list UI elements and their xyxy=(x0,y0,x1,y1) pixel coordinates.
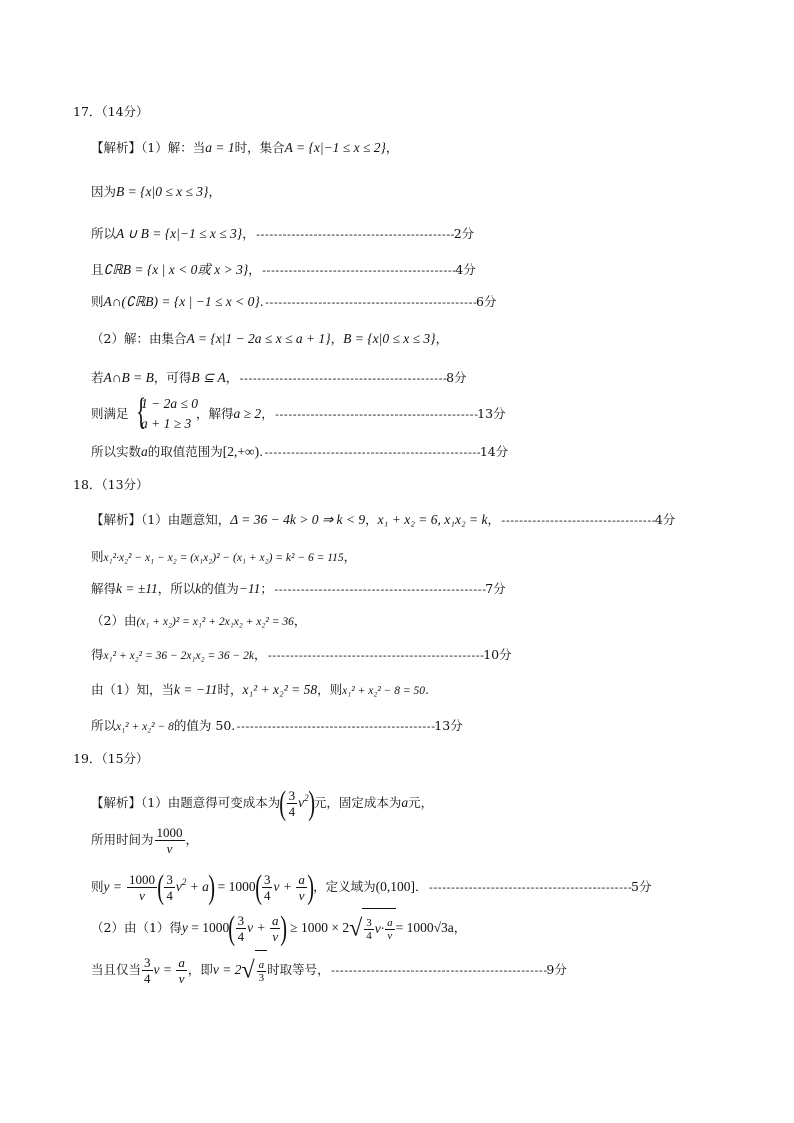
p17-set-b: B = {x|0 ≤ x ≤ 3} xyxy=(116,184,209,199)
frac-num: a xyxy=(258,959,265,971)
p19-line-1: 【解析】（1）由题意得可变成本为( $\frac{3}{4}$ $v^2$)元，固定成本为a元， xyxy=(91,784,434,822)
dash-leader: ---------------------------------------------- xyxy=(273,408,478,421)
p17-subset: B ⊆ A xyxy=(191,370,226,385)
frac-den: 4 xyxy=(263,888,271,903)
p19-y: y = xyxy=(103,879,122,894)
p17-l4-text: 且 xyxy=(91,262,104,277)
p18-line-4: （2）由(x₁ + x₂)² = x₁² + 2x₁x₂ + x₂² = 36， xyxy=(91,613,307,628)
p17-l1-end: ， xyxy=(385,140,399,155)
dash-leader: --------------------------------------------- xyxy=(254,228,454,241)
p19-l4-result: = 1000√3a xyxy=(395,920,454,935)
p19-l1-end: 元， xyxy=(408,795,434,810)
p19-l4-text: （2）由（1）得 xyxy=(91,920,182,935)
frac-num: 3 xyxy=(288,788,296,803)
p18-l5-text: 得 xyxy=(91,647,104,662)
p19-domain-text: ，定义域为 xyxy=(313,879,376,894)
system-brace: { xyxy=(136,391,147,433)
p18-l6-e1: x₁² + x₂² = 58 xyxy=(242,682,318,697)
p19-l5-end: 时取等号， xyxy=(267,962,330,977)
p17-l7-text: 若 xyxy=(91,370,104,385)
fraction-3-4 xyxy=(142,955,153,986)
p17-line-6: （2）解：由集合A = {x|1 − 2a ≤ x ≤ a + 1}，B = {x|0 ≤ x ≤ 3}， xyxy=(91,331,449,346)
jiexi-label: 【解析】 xyxy=(91,795,142,810)
jiexi-label: 【解析】 xyxy=(91,140,142,155)
p19-l1-a: a xyxy=(401,795,409,810)
frac-den: v xyxy=(387,930,393,942)
p17-l1-mid: 时，集合 xyxy=(234,140,285,155)
dash-leader: -------------------------------------------- xyxy=(260,264,456,277)
dash-leader: ------------------------------------------------- xyxy=(263,446,480,459)
score-mark: 5分 xyxy=(631,879,652,894)
paren-left: ( xyxy=(279,784,287,822)
p18-l2-expr: x₁²·x₂² − x₁ − x₂ = (x₁x₂)² − (x₁ + x₂) = k² − 6 = 115 xyxy=(103,552,344,564)
frac-num: 1000 xyxy=(156,825,183,840)
frac-num: 3 xyxy=(237,913,245,928)
p18-line-2: 则x₁²·x₂² − x₁ − x₂ = (x₁x₂)² − (x₁ + x₂) = k² − 6 = 115， xyxy=(91,549,357,564)
p17-intersection: A∩(∁ℝB) = {x | −1 ≤ x < 0} xyxy=(103,294,260,309)
sqrt-expr: √ $\frac{3}{4}$ v· $\frac{a}{v}$ xyxy=(349,908,396,949)
score-mark: 6分 xyxy=(476,294,497,309)
p17-l6-text: （2）解：由集合 xyxy=(91,331,187,346)
p17-l7-cond: A∩B = B xyxy=(103,370,154,385)
fraction-a-v xyxy=(296,872,307,903)
p19-l5-text: 当且仅当 xyxy=(91,962,142,977)
p19-l2-text: 所用时间为 xyxy=(91,832,154,847)
dash-leader: ------------------------------------------------ xyxy=(263,296,477,309)
p17-line-1 xyxy=(91,138,398,158)
p18-l6-text: 由（1）知，当 xyxy=(91,682,174,697)
p17-union: A ∪ B = {x|−1 ≤ x ≤ 3} xyxy=(116,226,243,241)
p18-l3-mid: ，所以 xyxy=(157,581,196,596)
frac-num: 3 xyxy=(263,872,271,887)
p18-line-7 xyxy=(91,716,463,737)
p17-l9-text: 所以实数 xyxy=(91,444,142,459)
p18-l3-k2: k xyxy=(195,581,202,596)
dash-leader: ----------------------------------- xyxy=(500,514,655,527)
score-mark: 4分 xyxy=(654,512,676,527)
p17-set-a: A = {x|−1 ≤ x ≤ 2} xyxy=(284,140,386,155)
frac-num: a xyxy=(178,955,185,970)
sqrt-expr: √ $\frac{a}{3}$ xyxy=(242,950,268,991)
frac-den: v xyxy=(298,888,305,903)
p17-line-3: 所以A ∪ B = {x|−1 ≤ x ≤ 3}，---------------------------------------------2分 xyxy=(91,226,475,241)
jiexi-label: 【解析】 xyxy=(91,512,142,527)
frac-num: a xyxy=(387,917,393,929)
p17-l2-end: ， xyxy=(208,184,221,199)
p18-line-3: 解得k = ±11，所以k的值为−11；------------------------------------------------7分 xyxy=(91,581,506,596)
p19-line-2 xyxy=(91,820,198,860)
p17-l7-mid: ，可得 xyxy=(153,370,192,385)
p18-l6-mid: 时， xyxy=(217,682,243,697)
p17-l8-result: a ≥ 2 xyxy=(233,406,262,421)
frac-den: 3 xyxy=(258,972,265,984)
fraction-a-v xyxy=(176,955,187,986)
p18-l7-expr: x₁² + x₂² − 8 xyxy=(116,721,174,733)
fraction-3-4 xyxy=(164,872,175,903)
frac-den: v xyxy=(272,929,279,944)
p18-l3-val: 的值为 xyxy=(201,581,239,596)
p17-l5-text: 则 xyxy=(91,294,104,309)
frac-den: 4 xyxy=(288,804,296,819)
p19-line-3: 则y = $\frac{1000}{v}$ ( $\frac{3}{4}$ $v^2 + a) = 1000$( $\frac{3}{4}$ v + $\frac{a}{v}$ )，定义域为(0,100]．----------------------------------------------5分 xyxy=(91,868,652,906)
score-mark: 4分 xyxy=(455,262,476,277)
score-mark: 13分 xyxy=(434,718,463,733)
frac-num: a xyxy=(298,872,305,887)
p18-l6-k: k = −11 xyxy=(173,682,218,697)
p18-l7-mid: 的值为 50. xyxy=(173,718,236,733)
score-mark: 14分 xyxy=(479,444,509,459)
dash-leader: ------------------------------------------------ xyxy=(272,583,486,596)
p17-line-4: 且∁ℝB = {x | x < 0或 x > 3}，--------------------------------------------4分 xyxy=(91,262,476,277)
p17-l9-mid: 的取值范围为 xyxy=(147,444,223,459)
p19-l2-end: ， xyxy=(185,832,199,847)
p17-system-line-1: 1 − 2a ≤ 0 xyxy=(141,396,199,411)
p18-l4-expr: (x₁ + x₂)² = x₁² + 2x₁x₂ + x₂² = 36 xyxy=(136,616,294,628)
p19-line-5: 当且仅当 $\frac{3}{4}$ v = $\frac{a}{v}$ ，即v = 2√ $\frac{a}{3}$ 时取等号，-------------------------------------------------9分 xyxy=(91,950,567,990)
frac-den: 4 xyxy=(166,888,173,903)
p19-l3-text: 则 xyxy=(91,879,104,894)
p18-l5-expr: x₁² + x₂² = 36 − 2x₁x₂ = 36 − 2k xyxy=(103,650,254,662)
p18-l3-result: −11 xyxy=(238,581,261,596)
frac-num: 3 xyxy=(366,917,372,929)
fraction-1000-v xyxy=(127,872,157,903)
score-mark: 13分 xyxy=(477,406,506,421)
frac-den: 4 xyxy=(144,971,151,986)
p18-l4-text: （2）由 xyxy=(91,613,137,628)
frac-num: 3 xyxy=(144,955,151,970)
p18-vieta: x₁ + x₂ = 6, x₁x₂ = k xyxy=(377,512,488,527)
p17-l1-text: （1）解：当 xyxy=(141,140,206,155)
frac-den: v xyxy=(139,888,145,903)
p18-discriminant: Δ = 36 − 4k > 0 ⇒ k < 9 xyxy=(230,512,366,527)
p18-l7-text: 所以 xyxy=(91,718,117,733)
p18-line-1: 【解析】（1）由题意知，Δ = 36 − 4k > 0 ⇒ k < 9，x₁ + x₂ = 6, x₁x₂ = k，-----------------------------------4分 xyxy=(91,512,676,527)
p19-line-4: （2）由（1）得y = 1000( $\frac{3}{4}$ v + $\frac{a}{v}$ ) ≥ 1000 × 2√ $\frac{3}{4}$ v· $\frac{a}{v}$ = 1000√3a， xyxy=(91,908,466,948)
score-mark: 8分 xyxy=(446,370,467,385)
frac-den: 4 xyxy=(237,929,245,944)
p18-l3-text: 解得 xyxy=(91,581,117,596)
p17-set-b-2: B = {x|0 ≤ x ≤ 3} xyxy=(343,331,436,346)
p17-line-5: 则A∩(∁ℝB) = {x | −1 ≤ x < 0}.------------------------------------------------6分 xyxy=(91,294,497,309)
p17-complement: ∁ℝB = {x | x < 0或 x > 3} xyxy=(103,262,249,277)
p17-l8-text: 则满足 xyxy=(91,406,129,421)
frac-num: 3 xyxy=(166,872,173,887)
frac-den: v xyxy=(178,971,185,986)
p19-l1-text: （1）由题意得可变成本为 xyxy=(141,795,281,810)
p17-line-9: 所以实数a的取值范围为[2,+∞).-------------------------------------------------14分 xyxy=(91,444,509,459)
fraction-3-4 xyxy=(236,913,247,944)
dash-leader: ---------------------------------------------- xyxy=(427,881,632,894)
score-mark: 7分 xyxy=(485,581,506,596)
p19-l1-unit: 元，固定成本为 xyxy=(313,795,402,810)
score-mark: 9分 xyxy=(546,962,567,977)
fraction-3-4 xyxy=(262,872,273,903)
p17-l9-var: a xyxy=(141,444,148,459)
frac-den: 4 xyxy=(366,930,372,942)
frac-num: a xyxy=(271,913,279,928)
p18-l2-text: 则 xyxy=(91,549,104,564)
p18-l3-k: k = ±11 xyxy=(116,581,158,596)
score-mark: 2分 xyxy=(453,226,475,241)
fraction-3-4 xyxy=(287,788,298,819)
p17-line-2 xyxy=(91,182,221,202)
fraction-a-v xyxy=(270,913,281,944)
p17-l8-mid: ，解得 xyxy=(196,406,234,421)
p17-l3-text: 所以 xyxy=(91,226,117,241)
frac-den: v xyxy=(166,841,173,856)
dash-leader: --------------------------------------------- xyxy=(235,720,435,733)
problem-18-heading: 18．（13分） xyxy=(73,477,149,492)
p17-line-7: 若A∩B = B，可得B ⊆ A，-----------------------------------------------8分 xyxy=(91,370,467,385)
p19-l5-v: v = 2 xyxy=(212,962,242,977)
score-mark: 10分 xyxy=(483,647,512,662)
p18-line-6: 由（1）知，当k = −11时，x₁² + x₂² = 58，则x₁² + x₂² − 8 = 50. xyxy=(91,682,430,697)
p17-l2-text: 因为 xyxy=(91,184,117,199)
dash-leader: ------------------------------------------------- xyxy=(329,964,547,977)
p18-l6-e2: x₁² + x₂² − 8 = 50 xyxy=(342,685,426,697)
p18-line-5: 得x₁² + x₂² = 36 − 2x₁x₂ = 36 − 2k，-------------------------------------------------10分 xyxy=(91,647,512,662)
p18-l1-text: （1）由题意知， xyxy=(141,512,231,527)
fraction-time xyxy=(155,825,185,856)
p17-l1-cond: a = 1 xyxy=(205,140,235,155)
problem-17-heading: 17．（14分） xyxy=(73,104,149,119)
p18-l6-then: ，则 xyxy=(317,682,343,697)
dash-leader: ----------------------------------------------- xyxy=(238,372,447,385)
p17-line-8 xyxy=(91,404,129,424)
p19-l5-mid: ，即 xyxy=(187,962,213,977)
p19-domain: (0,100] xyxy=(375,879,416,894)
frac-num: 1000 xyxy=(128,872,155,887)
p17-set-a-2: A = {x|1 − 2a ≤ x ≤ a + 1} xyxy=(186,331,331,346)
p17-line-8b: ，解得a ≥ 2，----------------------------------------------13分 xyxy=(196,406,506,421)
dash-leader: ------------------------------------------------- xyxy=(266,649,484,662)
paren-right: ) xyxy=(307,784,315,822)
p17-system-line-2: a + 1 ≥ 3 xyxy=(141,416,192,431)
p17-range: [2,+∞) xyxy=(222,444,260,459)
problem-19-heading: 19．（15分） xyxy=(73,751,149,766)
